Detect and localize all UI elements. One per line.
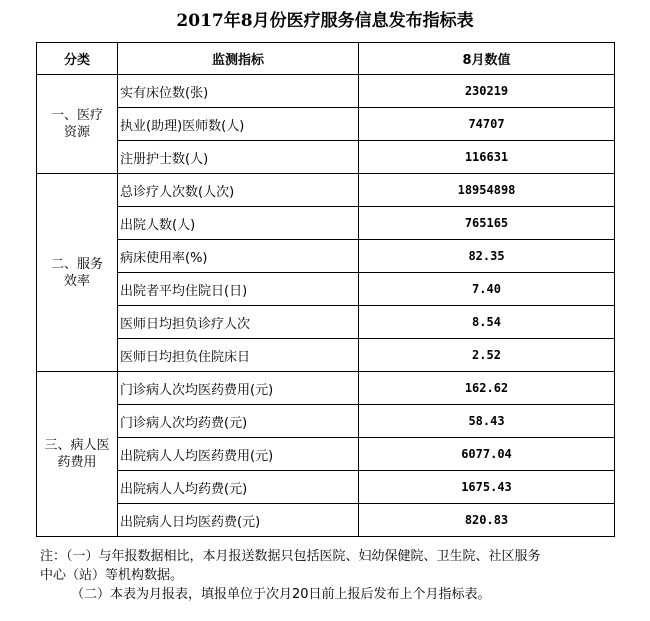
value-cell: 765165 — [359, 207, 615, 240]
category-label: 二、服务 — [50, 256, 103, 272]
value-cell: 7.40 — [359, 273, 615, 306]
category-cell-expenses — [37, 372, 118, 537]
value-cell: 6077.04 — [359, 438, 615, 471]
category-label: 资源 — [63, 125, 90, 140]
value-cell: 116631 — [359, 141, 615, 174]
value-cell: 74707 — [359, 108, 615, 141]
table-row — [37, 372, 615, 405]
value-cell: 82.35 — [359, 240, 615, 273]
value-cell: 18954898 — [359, 174, 615, 207]
indicator-cell: 出院者平均住院日(日) — [118, 273, 359, 306]
table-row — [37, 504, 615, 537]
header-category: 分类 — [37, 43, 118, 75]
page-title: 2017年8月份医疗服务信息发布指标表 — [176, 11, 474, 31]
category-label: 效率 — [63, 273, 90, 289]
value-cell: 820.83 — [359, 504, 615, 537]
note-line-2: 中心（站）等机构数据。 — [40, 568, 184, 583]
table-row — [37, 174, 615, 207]
note-line-1: 注：（一）与年报数据相比，本月报送数据只包括医院、妇幼保健院、卫生院、社区服务 — [40, 549, 541, 564]
table-row — [37, 75, 615, 108]
indicator-cell: 病床使用率(%) — [118, 240, 359, 273]
indicator-cell: 门诊病人次均医药费用(元) — [118, 372, 359, 405]
indicator-cell: 执业(助理)医师数(人) — [118, 108, 359, 141]
note-line-3: （二）本表为月报表，填报单位于次月20日前上报后发布上个月指标表。 — [71, 587, 491, 602]
category-cell-efficiency — [37, 174, 118, 372]
indicator-cell: 医师日均担负诊疗人次 — [118, 306, 359, 339]
indicator-cell: 出院病人日均医药费(元) — [118, 504, 359, 537]
indicator-cell: 医师日均担负住院床日 — [118, 339, 359, 372]
indicator-cell: 门诊病人次均药费(元) — [118, 405, 359, 438]
table-row — [37, 339, 615, 372]
header-indicator: 监测指标 — [118, 43, 359, 75]
category-cell-resources — [37, 75, 118, 174]
indicator-cell: 实有床位数(张) — [118, 75, 359, 108]
category-label: 药费用 — [57, 455, 97, 470]
value-cell: 2.52 — [359, 339, 615, 372]
table-row — [37, 306, 615, 339]
notes — [40, 547, 615, 604]
header-row — [37, 43, 615, 75]
value-cell: 8.54 — [359, 306, 615, 339]
value-cell: 1675.43 — [359, 471, 615, 504]
value-cell: 230219 — [359, 75, 615, 108]
table-row — [37, 141, 615, 174]
table-row — [37, 405, 615, 438]
category-label: 三、病人医 — [44, 438, 110, 453]
header-value: 8月数值 — [359, 43, 615, 75]
indicator-cell: 出院人数(人) — [118, 207, 359, 240]
indicator-table — [36, 42, 615, 537]
table-row — [37, 108, 615, 141]
indicator-cell: 出院病人人均医药费用(元) — [118, 438, 359, 471]
value-cell: 162.62 — [359, 372, 615, 405]
indicator-cell: 出院病人人均药费(元) — [118, 471, 359, 504]
indicator-cell: 注册护士数(人) — [118, 141, 359, 174]
table-row — [37, 240, 615, 273]
table-row — [37, 438, 615, 471]
table-row — [37, 273, 615, 306]
value-cell: 58.43 — [359, 405, 615, 438]
category-label: 一、医疗 — [50, 108, 103, 123]
table-row — [37, 207, 615, 240]
indicator-cell: 总诊疗人次数(人次) — [118, 174, 359, 207]
table-row — [37, 471, 615, 504]
